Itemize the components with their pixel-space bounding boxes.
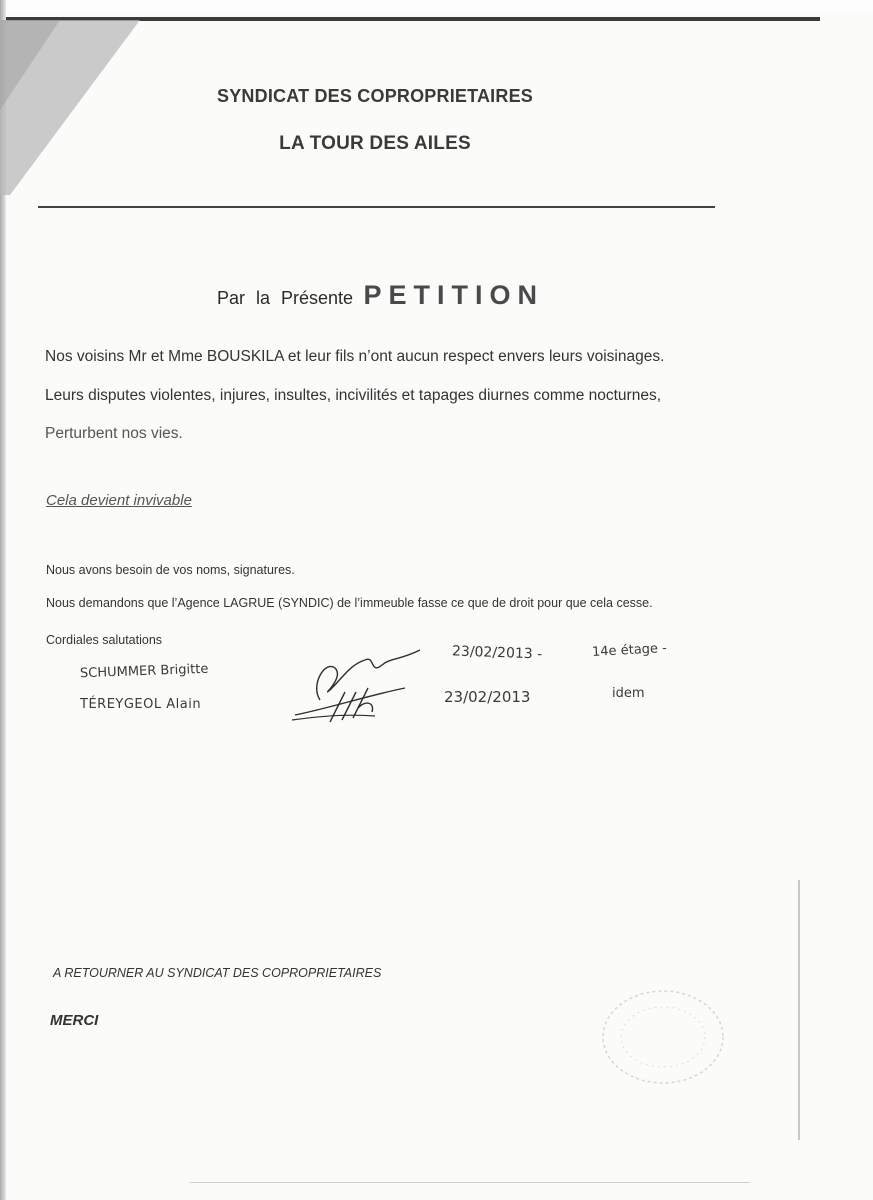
title-lead: Par la Présente [217, 288, 354, 308]
signatory-1-date: 23/02/2013 - [451, 643, 543, 663]
scan-right-edge [798, 880, 800, 1140]
request-line-2: Nous demandons que l’Agence LAGRUE (SYNDIC) de l’immeuble fasse ce que de droit pour que cela cesse. [46, 596, 653, 610]
body-line-2: Leurs disputes violentes, injures, insultes, incivilités et tapages diurnes comme nocturnes, [45, 387, 662, 404]
signatory-2-date: 23/02/2013 [444, 688, 531, 706]
body-line-1: Nos voisins Mr et Mme BOUSKILA et leur fils n’ont aucun respect envers leurs voisinages. [45, 348, 665, 365]
thanks-text: MERCI [50, 1012, 99, 1029]
request-line-1: Nous avons besoin de vos noms, signatures. [46, 563, 295, 577]
signatory-1-name: SCHUMMER Brigitte [79, 661, 209, 682]
scan-bottom-mark [190, 1182, 750, 1183]
title-word: PETITION [363, 280, 545, 310]
return-instruction: A RETOURNER AU SYNDICAT DES COPROPRIETAIRES [53, 966, 382, 980]
header-divider [38, 206, 715, 208]
emphasis-line: Cela devient invivable [46, 492, 192, 509]
signatory-2-floor: idem [612, 686, 645, 701]
petition-title [217, 280, 637, 311]
handwritten-signature [290, 630, 430, 730]
body-line-3: Perturbent nos vies. [45, 425, 183, 442]
signatory-2-name: TÉREYGEOL Alain [80, 697, 202, 712]
signatory-1-floor: 14e étage - [591, 641, 668, 660]
folded-corner-shadow [0, 0, 140, 200]
org-name: SYNDICAT DES COPROPRIETAIRES [217, 86, 533, 106]
building-name: LA TOUR DES AILES [279, 133, 471, 154]
faded-stamp [595, 985, 735, 1095]
closing-line: Cordiales salutations [46, 633, 163, 647]
